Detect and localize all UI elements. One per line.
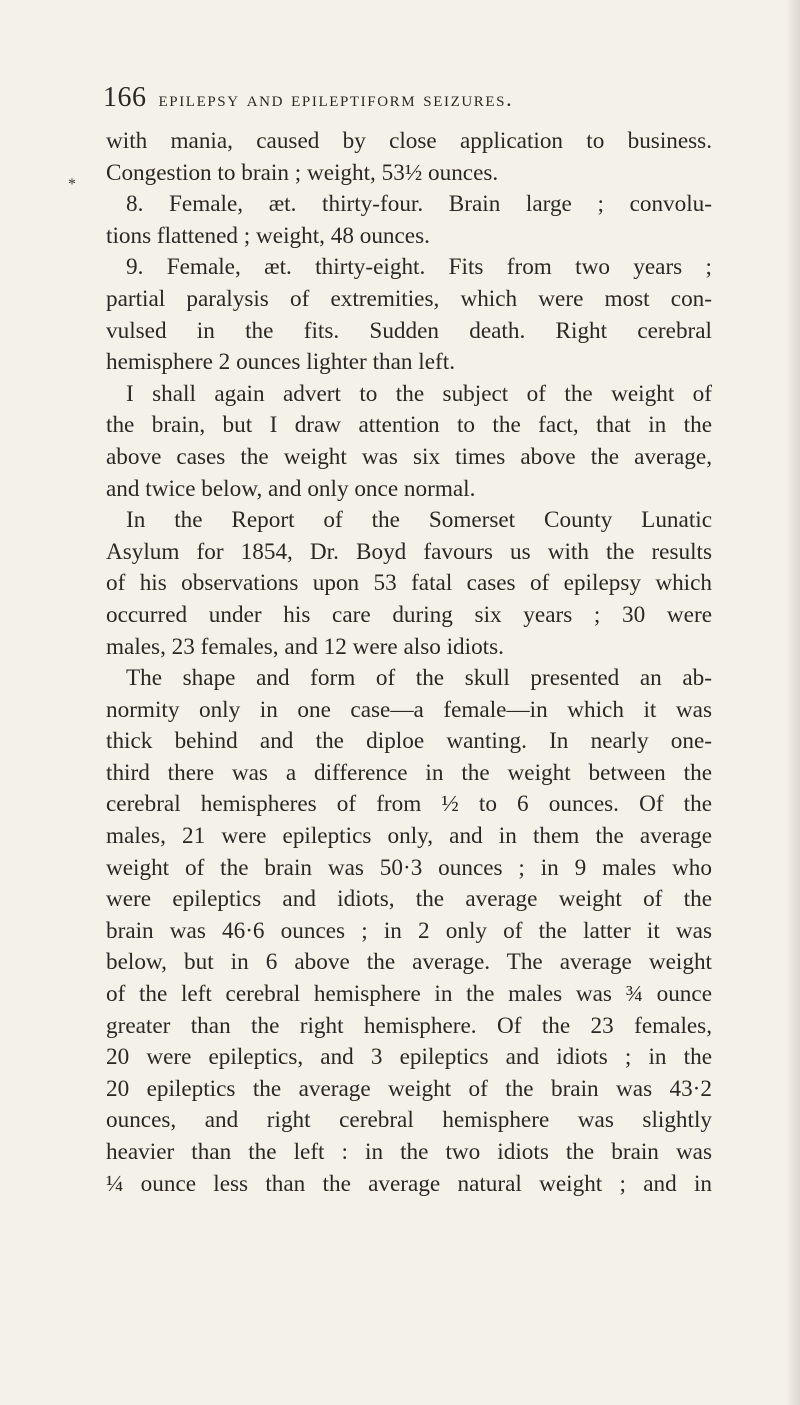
- text-line: above cases the weight was six times above the average,: [106, 443, 712, 470]
- text-line: of his observations upon 53 fatal cases of epilepsy which: [106, 570, 712, 597]
- text-line: thick behind and the diploe wanting. In nearly one-: [106, 728, 712, 755]
- text-line: 20 were epileptics, and 3 epileptics and idiots ; in the: [106, 1044, 712, 1071]
- text-line: partial paralysis of extremities, which were most con-: [106, 285, 712, 312]
- text-line: cerebral hemispheres of from ½ to 6 ounces. Of the: [106, 791, 712, 818]
- text-line: third there was a difference in the weight between the: [106, 759, 712, 786]
- text-line: the brain, but I draw attention to the fact, that in the: [106, 412, 712, 439]
- margin-mark: *: [68, 176, 76, 193]
- running-title: epilepsy and epileptiform seizures.: [158, 86, 514, 111]
- text-line: 8. Female, æt. thirty-four. Brain large ; convolu-: [126, 191, 712, 218]
- text-line: tions flattened ; weight, 48 ounces.: [106, 222, 430, 249]
- page-edge-shadow: [786, 0, 800, 1405]
- text-line: ounces, and right cerebral hemisphere was slightly: [106, 1107, 712, 1134]
- text-line: Asylum for 1854, Dr. Boyd favours us with the results: [106, 538, 712, 565]
- text-line: 20 epileptics the average weight of the brain was 43·2: [106, 1075, 712, 1102]
- text-line: below, but in 6 above the average. The average weight: [106, 949, 712, 976]
- text-line: vulsed in the fits. Sudden death. Right cerebral: [106, 317, 712, 344]
- text-line: males, 23 females, and 12 were also idiots.: [106, 633, 504, 660]
- text-line: with mania, caused by close application to business.: [106, 128, 712, 154]
- text-line: occurred under his care during six years ; 30 were: [106, 601, 712, 628]
- text-line: Congestion to brain ; weight, 53½ ounces.: [106, 159, 499, 186]
- page-header: [103, 82, 723, 122]
- text-line: The shape and form of the skull presented an ab-: [126, 665, 712, 692]
- text-line: were epileptics and idiots, the average weight of the: [106, 886, 712, 913]
- text-line: 9. Female, æt. thirty-eight. Fits from two years ;: [126, 254, 712, 281]
- text-line: greater than the right hemisphere. Of the 23 females,: [106, 1012, 712, 1039]
- text-line: males, 21 were epileptics only, and in them the average: [106, 823, 712, 850]
- text-line: I shall again advert to the subject of the weight of: [126, 380, 712, 407]
- text-line: of the left cerebral hemisphere in the males was ¾ ounce: [106, 981, 712, 1008]
- text-line: heavier than the left : in the two idiots the brain was: [106, 1139, 712, 1165]
- text-line: normity only in one case—a female—in which it was: [106, 696, 712, 723]
- text-line: hemisphere 2 ounces lighter than left.: [106, 349, 455, 376]
- body-text: [106, 126, 712, 1200]
- page-number: 166: [103, 82, 147, 113]
- text-line: In the Report of the Somerset County Lunatic: [126, 507, 712, 534]
- text-line: and twice below, and only once normal.: [106, 475, 476, 502]
- text-line: ¼ ounce less than the average natural weight ; and in: [106, 1170, 712, 1197]
- text-line: brain was 46·6 ounces ; in 2 only of the latter it was: [106, 917, 712, 944]
- text-line: weight of the brain was 50·3 ounces ; in 9 males who: [106, 854, 712, 881]
